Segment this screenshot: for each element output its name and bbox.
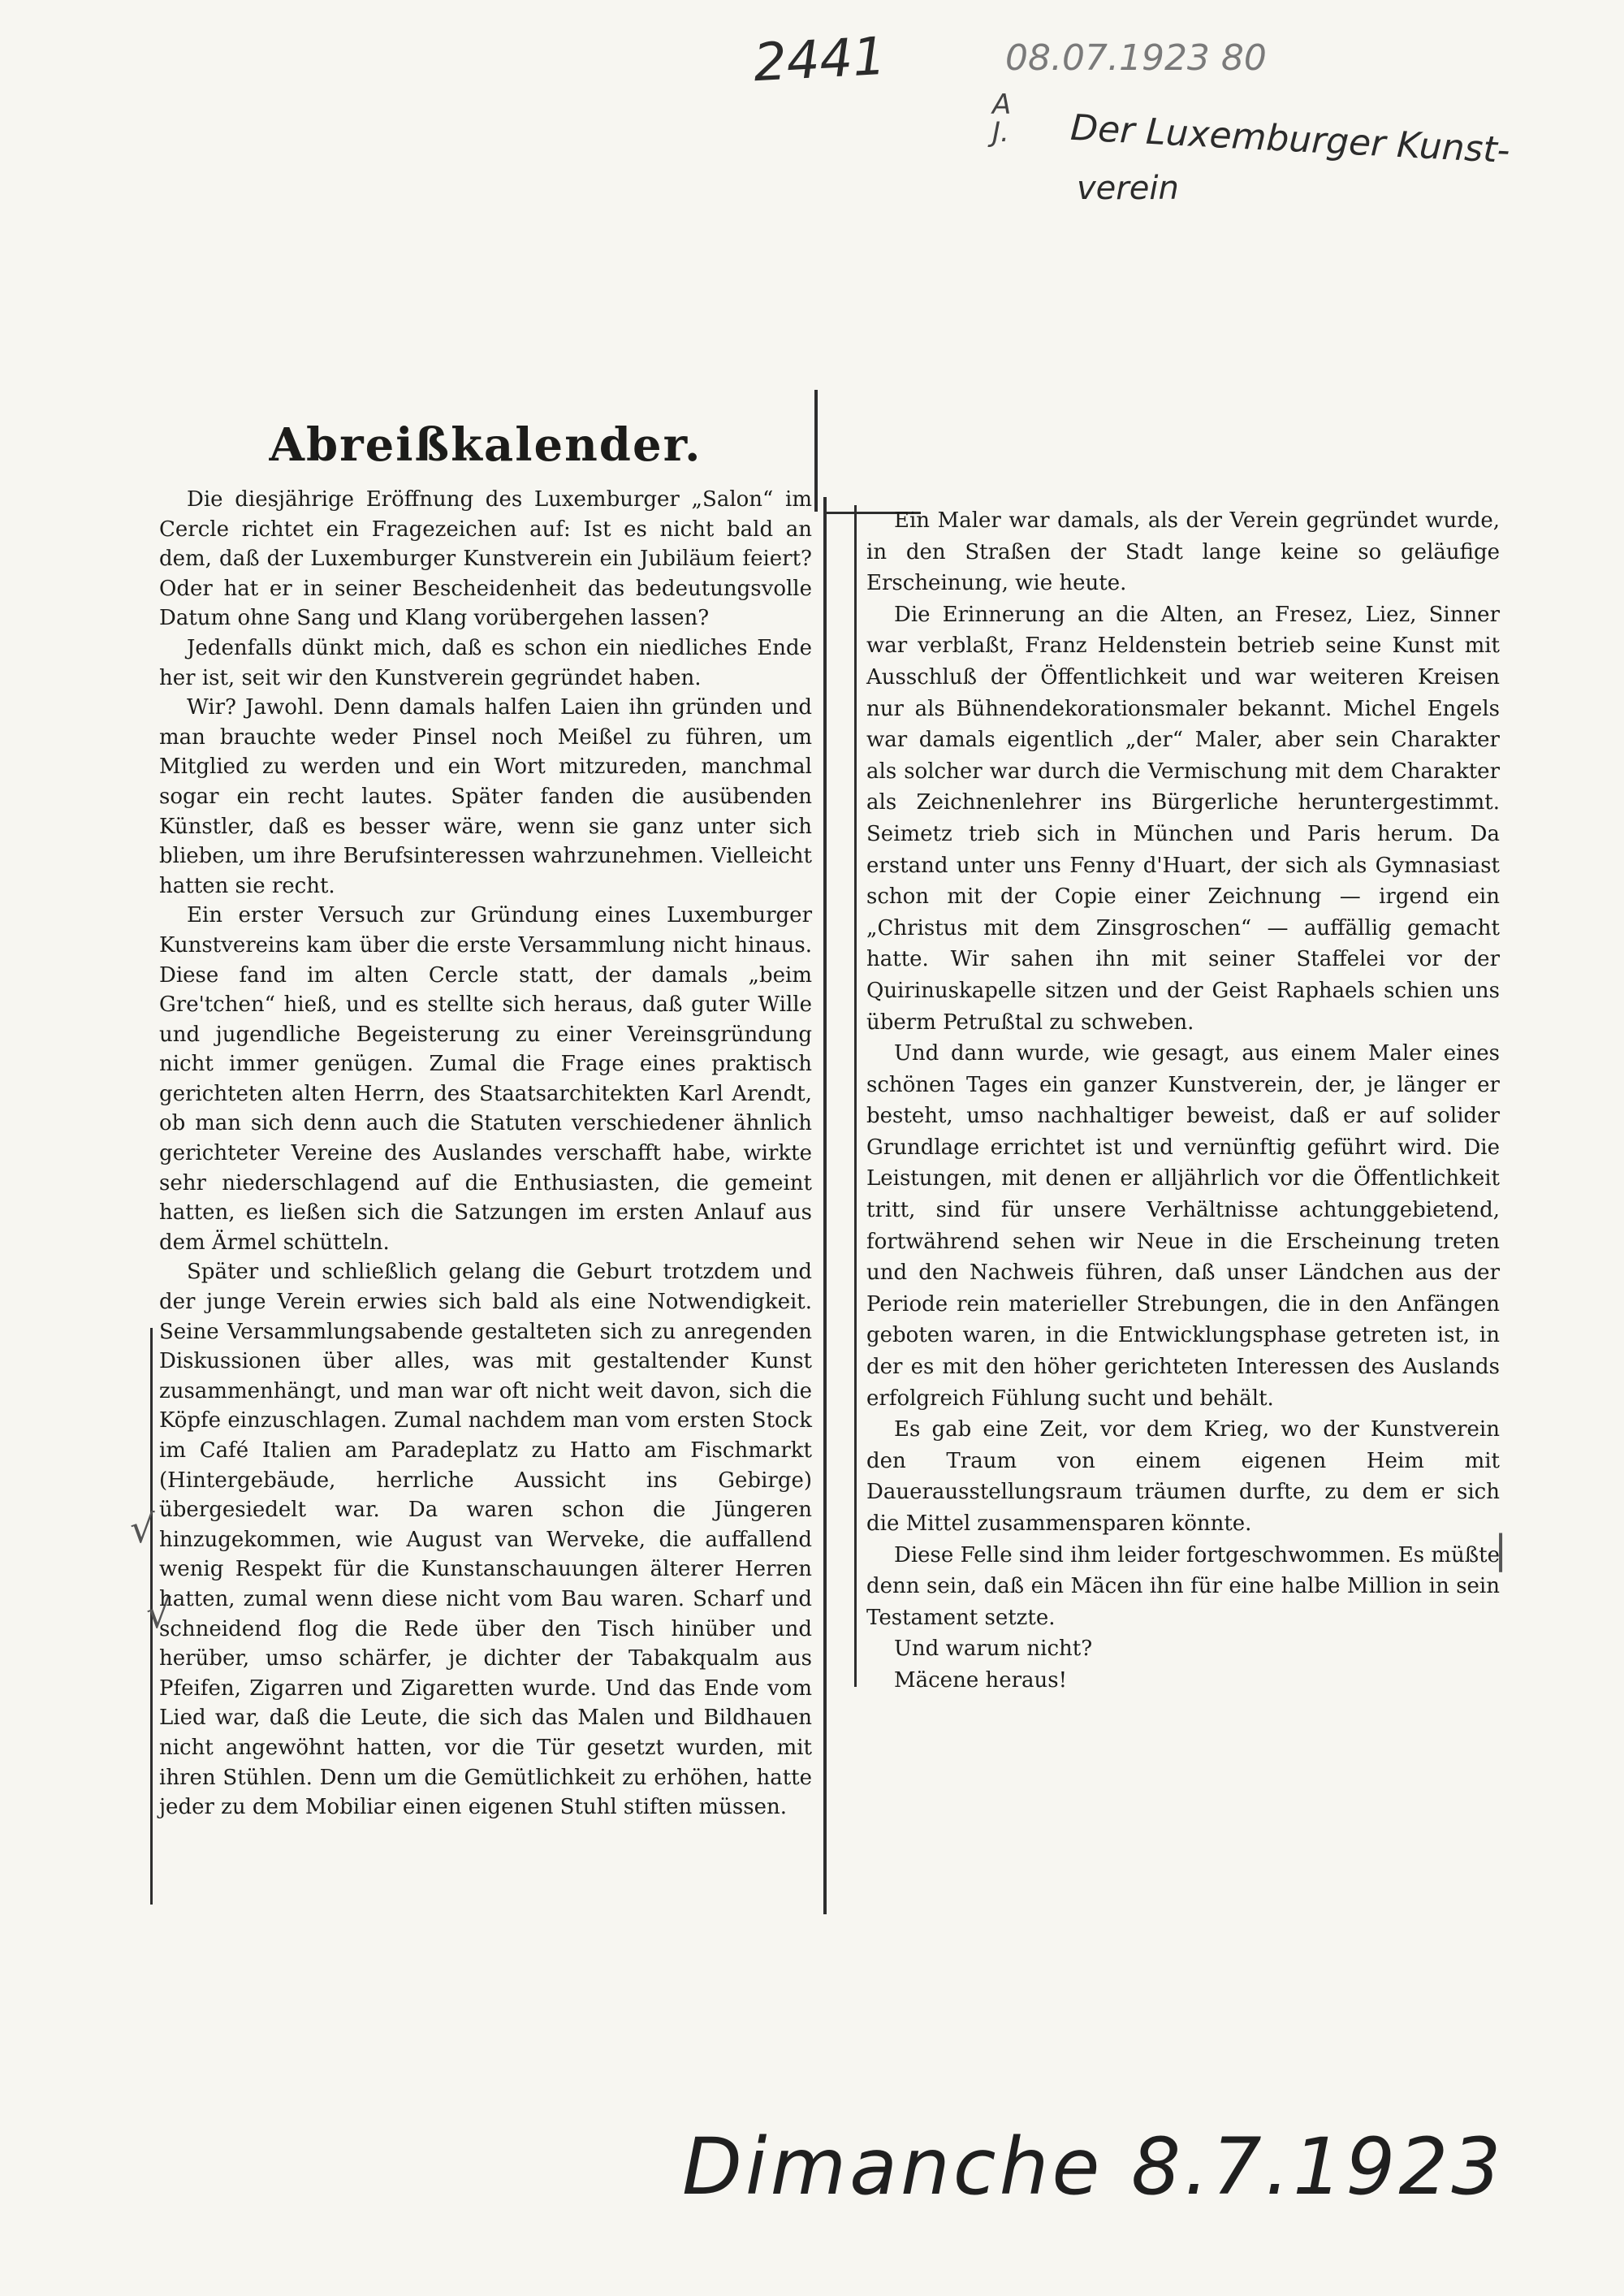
margin-line-right-column	[854, 505, 857, 1687]
archive-subject-note-continued: verein	[1077, 170, 1179, 207]
archive-mark: A J.	[992, 89, 1012, 149]
article-paragraph: Es gab eine Zeit, vor dem Krieg, wo der Kunstverein den Traum von einem eigenen Heim mit Dauerausstellungsraum träumen durfte, zu dem er sich die Mittel zusammensparen könnte.	[866, 1417, 1500, 1536]
archive-date-stamp: 08.07.1923 80	[1005, 37, 1267, 79]
article-paragraph: Diese Felle sind ihm leider fortgeschwommen. Es müßte denn sein, daß ein Mäcen ihn für eine halbe Million in sein Testament setzte.	[866, 1542, 1500, 1630]
handwritten-date: Dimanche 8.7.1923	[682, 2121, 1505, 2212]
article-headline: Abreißkalender.	[269, 418, 702, 472]
article-left-column	[159, 418, 812, 1823]
article-paragraph: Jedenfalls dünkt mich, daß es schon ein niedliches Ende her ist, seit wir den Kunstverein gegründet haben.	[159, 635, 812, 690]
margin-check-mark: √	[146, 1592, 171, 1637]
archive-subject-note: Der Luxemburger Kunst-	[1069, 106, 1511, 172]
archive-number: 2441	[752, 26, 888, 94]
article-right-column	[866, 505, 1500, 1697]
article-paragraph: Ein erster Versuch zur Gründung eines Luxemburger Kunstvereins kam über die erste Versammlung nicht hinaus. Diese fand im alten Cercle statt, der damals „beim Gre'tchen“ hieß, und es stellte sich heraus, daß guter Wille und jugendliche Begeisterung zu einer Vereinsgründung nicht immer genügen. Zumal die Frage eines praktisch gerichteten alten Herrn, des Staatsarchitekten Karl Arendt, ob man sich denn auch die Statuten verschiedener ähnlich gerichteter Vereine des Auslandes verschafft habe, wirkte sehr niederschlagend auf die Enthusiasten, die gemeint hatten, es ließen sich die Satzungen im ersten Anlauf aus dem Ärmel schütteln.	[159, 903, 812, 1255]
article-paragraph: Mäcene heraus!	[894, 1667, 1068, 1693]
article-paragraph: Und dann wurde, wie gesagt, aus einem Maler eines schönen Tages ein ganzer Kunstverein, der, je länger er besteht, umso nachhaltiger beweist, daß er auf solider Grundlage errichtet ist und vernünftig geführt wird. Die Leistungen, mit denen er alljährlich vor die Öffentlichkeit tritt, sind für unsere Verhältnisse achtunggebietend, fortwährend sehen wir Neue in die Erscheinung treten und den Nachweis führen, daß unser Ländchen aus der Periode rein materieller Strebungen, die in den Anfängen geboten waren, in die Entwicklungsphase getreten ist, in der es mit den höher gerichteten Interessen des Auslands erfolgreich Fühlung sucht und behält.	[866, 1041, 1500, 1411]
article-paragraph: Ein Maler war damals, als der Verein gegründet wurde, in den Straßen der Stadt lange keine so geläufige Erscheinung, wie heute.	[866, 508, 1500, 596]
article-paragraph: Die diesjährige Eröffnung des Luxemburger „Salon“ im Cercle richtet ein Fragezeichen auf: Ist es nicht bald an dem, daß der Luxemburger Kunstverein ein Jubiläum feiert? Oder hat er in seiner Bescheidenheit das bedeutungsvolle Datum ohne Sang und Klang vorübergehen lassen?	[159, 487, 812, 631]
column-rule-top	[814, 390, 818, 512]
article-paragraph: Und warum nicht?	[894, 1637, 1093, 1662]
margin-check-mark: |	[1494, 1527, 1508, 1572]
article-paragraph: Die Erinnerung an die Alten, an Fresez, Liez, Sinner war verblaßt, Franz Heldenstein betrieb seine Kunst mit Ausschluß der Öffentlichkeit und war weiteren Kreisen nur als Bühnendekorationsmaler bekannt. Michel Engels war damals eigentlich „der“ Maler, aber sein Charakter als solcher war durch die Vermischung mit dem Charakter als Zeichnenlehrer ins Bürgerliche heruntergestimmt. Seimetz trieb sich in München und Paris herum. Da erstand unter uns Fenny d'Huart, der sich als Gymnasiast schon mit der Copie einer Zeichnung — irgend ein „Christus mit dem Zinsgroschen“ — auffällig gemacht hatte. Wir sahen ihn mit seiner Staffelei vor der Quirinuskapelle sitzen und der Geist Raphaels schien uns überm Petrußtal zu schweben.	[866, 602, 1500, 1035]
column-rule-middle	[823, 497, 827, 1914]
margin-check-mark: √	[130, 1507, 155, 1552]
article-paragraph: Später und schließlich gelang die Geburt trotzdem und der junge Verein erwies sich bald als eine Notwendigkeit. Seine Versammlungsabende gestalteten sich zu anregenden Diskussionen über alles, was mit gestaltender Kunst zusammenhängt, und man war oft nicht weit davon, sich die Köpfe einzuschlagen. Zumal nachdem man vom ersten Stock im Café Italien am Paradeplatz zu Hatto am Fischmarkt (Hintergebäude, herrliche Aussicht ins Gebirge) übergesiedelt war. Da waren schon die Jüngeren hinzugekommen, wie August van Werveke, die auffallend wenig Respekt für die Kunstanschauungen älterer Herren hatten, zumal wenn diese nicht vom Bau waren. Scharf und schneidend flog die Rede über den Tisch hinüber und herüber, umso schärfer, je dichter der Tabakqualm aus Pfeifen, Zigarren und Zigaretten wurde. Und das Ende vom Lied war, daß die Leute, die sich das Malen und Bildhauen nicht angewöhnt hatten, vor die Tür gesetzt wurden, mit ihren Stühlen. Denn um die Gemütlichkeit zu erhöhen, hatte jeder zu dem Mobiliar einen eigenen Stuhl stiften müssen.	[159, 1260, 812, 1820]
article-paragraph: Wir? Jawohl. Denn damals halfen Laien ihn gründen und man brauchte weder Pinsel noch Meißel zu führen, um Mitglied zu werden und ein Wort mitzureden, manchmal sogar ein recht lautes. Später fanden die ausübenden Künstler, daß es besser wäre, wenn sie ganz unter sich blieben, um ihre Berufsinteressen wahrzunehmen. Vielleicht hatten sie recht.	[159, 695, 812, 898]
